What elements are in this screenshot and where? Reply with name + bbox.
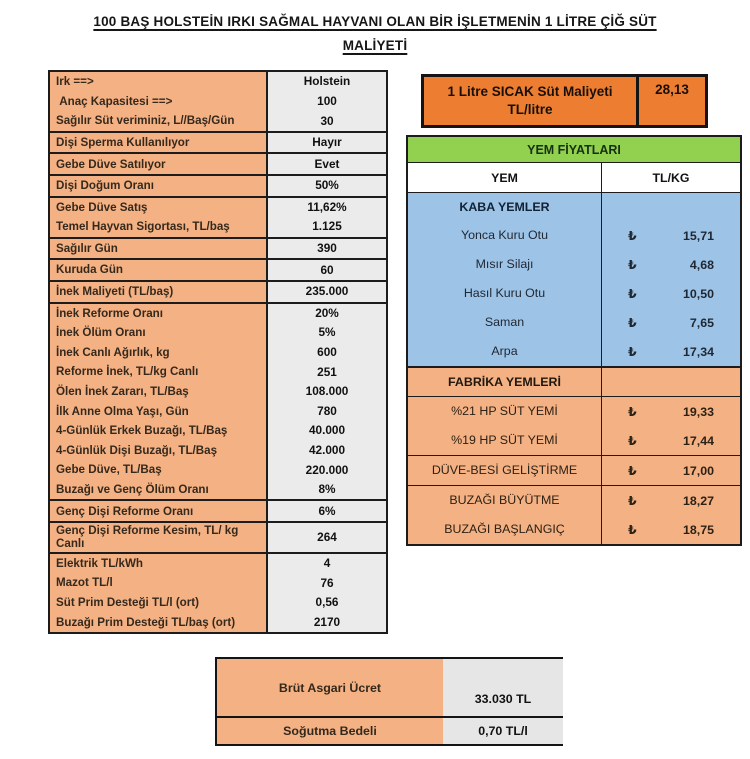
feed-item-price — [628, 463, 714, 478]
parameter-value: Hayır — [266, 133, 386, 153]
feed-section-header-spacer — [601, 193, 740, 221]
feed-item-price-number: 17,44 — [682, 433, 714, 448]
parameter-value: 1.125 — [266, 217, 386, 237]
feed-item-price-number: 15,71 — [682, 228, 714, 243]
parameter-label: Buzağı ve Genç Ölüm Oranı — [50, 480, 266, 500]
parameter-value: 20% — [266, 304, 386, 324]
parameter-row — [50, 260, 386, 280]
parameter-value: 2170 — [266, 613, 386, 633]
parameter-row — [50, 613, 386, 633]
feed-section-header — [408, 368, 740, 397]
gross-minimum-wage-value: 33.030 TL — [443, 659, 563, 716]
parameter-row — [50, 176, 386, 196]
feed-item-row — [408, 279, 740, 308]
parameter-group — [50, 521, 386, 552]
feed-item-row — [408, 515, 740, 544]
feed-item-row — [408, 221, 740, 250]
milk-cost-box — [421, 74, 708, 128]
feed-item-price-cell — [601, 515, 740, 544]
feed-section — [408, 366, 740, 544]
parameter-row — [50, 343, 386, 363]
parameter-group — [50, 131, 386, 153]
feed-item-price-cell — [601, 426, 740, 455]
parameter-label: İnek Maliyeti (TL/baş) — [50, 282, 266, 302]
parameter-row — [50, 480, 386, 500]
parameter-row — [50, 441, 386, 461]
parameter-label: Sağılır Gün — [50, 239, 266, 259]
parameter-value: 60 — [266, 260, 386, 280]
feed-item-name: BUZAĞI BAŞLANGIÇ — [444, 522, 565, 537]
feed-section-header-spacer — [601, 368, 740, 396]
feed-item-price-number: 18,27 — [682, 493, 714, 508]
cooling-cost-label: Soğutma Bedeli — [217, 718, 443, 744]
feed-item-price — [628, 257, 714, 272]
parameter-value: 0,56 — [266, 593, 386, 613]
feed-item-price-number: 19,33 — [682, 404, 714, 419]
parameter-value: 100 — [266, 92, 386, 112]
feed-item-row — [408, 397, 740, 426]
feed-item-name: Saman — [484, 315, 525, 330]
feed-item-name: Hasıl Kuru Otu — [463, 286, 546, 301]
parameter-value: 6% — [266, 501, 386, 521]
parameter-group — [50, 552, 386, 632]
parameter-group — [50, 72, 386, 131]
lira-symbol: ₺ — [628, 434, 637, 448]
feed-item-name: %19 HP SÜT YEMİ — [451, 433, 558, 448]
parameter-value: 390 — [266, 239, 386, 259]
feed-item-price — [628, 344, 714, 359]
parameter-label: İnek Reforme Oranı — [50, 304, 266, 324]
lira-symbol: ₺ — [628, 287, 637, 301]
parameter-label: 4-Günlük Dişi Buzağı, TL/Baş — [50, 441, 266, 461]
parameter-row — [50, 239, 386, 259]
feed-item-price-number: 18,75 — [682, 522, 714, 537]
feed-item-price-cell — [601, 250, 740, 279]
feed-item-name: Yonca Kuru Otu — [460, 228, 549, 243]
feed-column-header-tlkg: TL/KG — [601, 163, 740, 192]
feed-item-price — [628, 433, 714, 448]
feed-item-name: %21 HP SÜT YEMİ — [451, 404, 558, 419]
parameter-value: 8% — [266, 480, 386, 500]
parameter-group — [50, 499, 386, 521]
parameter-value: 30 — [266, 111, 386, 131]
parameter-value: 108.000 — [266, 382, 386, 402]
feed-item-price-cell — [601, 337, 740, 366]
parameter-row — [50, 304, 386, 324]
footer-table — [215, 657, 563, 746]
parameter-label: Reforme İnek, TL/kg Canlı — [50, 362, 266, 382]
parameter-value: 40.000 — [266, 421, 386, 441]
parameter-row — [50, 111, 386, 131]
parameter-value: 42.000 — [266, 441, 386, 461]
feed-item-price — [628, 315, 714, 330]
feed-item-price-cell — [601, 456, 740, 485]
gross-minimum-wage-label: Brüt Asgari Ücret — [217, 659, 443, 716]
parameter-label: 4-Günlük Erkek Buzağı, TL/Baş — [50, 421, 266, 441]
parameter-label: Mazot TL/l — [50, 573, 266, 593]
parameter-label: Gebe Düve Satış — [50, 198, 266, 218]
parameter-group — [50, 196, 386, 237]
parameter-value: 11,62% — [266, 198, 386, 218]
lira-symbol: ₺ — [628, 345, 637, 359]
feed-prices-table — [406, 135, 742, 546]
parameter-row — [50, 282, 386, 302]
parameter-value: Holstein — [266, 72, 386, 92]
parameter-row — [50, 523, 386, 552]
feed-column-header-yem: YEM — [491, 170, 518, 185]
feed-item-price — [628, 493, 714, 508]
parameter-label: Anaç Kapasitesi ==> — [50, 92, 266, 112]
table-row — [217, 659, 563, 716]
parameter-row — [50, 72, 386, 92]
parameter-value: 220.000 — [266, 460, 386, 480]
feed-item-name: Mısır Silajı — [475, 257, 534, 272]
parameter-row — [50, 198, 386, 218]
parameter-row — [50, 501, 386, 521]
feed-section — [408, 192, 740, 366]
feed-prices-header: YEM FİYATLARI — [408, 137, 740, 163]
parameter-group — [50, 237, 386, 259]
parameter-label: Kuruda Gün — [50, 260, 266, 280]
feed-item-price — [628, 522, 714, 537]
parameter-group — [50, 280, 386, 302]
parameter-label: Sağılır Süt veriminiz, L//Baş/Gün — [50, 111, 266, 131]
parameter-value: 264 — [266, 523, 386, 552]
feed-item-row — [408, 250, 740, 279]
milk-cost-label: 1 Litre SICAK Süt Maliyeti TL/litre — [447, 84, 613, 117]
parameter-row — [50, 382, 386, 402]
feed-item-price — [628, 286, 714, 301]
parameter-group — [50, 152, 386, 174]
feed-item-price-number: 4,68 — [689, 257, 714, 272]
parameter-row — [50, 554, 386, 574]
parameter-value: Evet — [266, 154, 386, 174]
feed-item-price — [628, 404, 714, 419]
feed-item-name: Arpa — [491, 344, 518, 359]
feed-item-row — [408, 308, 740, 337]
parameter-label: Gebe Düve Satılıyor — [50, 154, 266, 174]
parameter-value: 780 — [266, 402, 386, 422]
parameter-value: 235.000 — [266, 282, 386, 302]
feed-item-name: BUZAĞI BÜYÜTME — [449, 493, 560, 508]
cooling-cost-value: 0,70 TL/l — [443, 718, 563, 744]
parameter-label: İnek Ölüm Oranı — [50, 323, 266, 343]
lira-symbol: ₺ — [628, 316, 637, 330]
parameter-label: Elektrik TL/kWh — [50, 554, 266, 574]
parameter-label: Dişi Doğum Oranı — [50, 176, 266, 196]
feed-item-price-cell — [601, 308, 740, 337]
parameter-label: İnek Canlı Ağırlık, kg — [50, 343, 266, 363]
parameter-label: Ölen İnek Zararı, TL/Baş — [50, 382, 266, 402]
parameter-row — [50, 460, 386, 480]
parameter-row — [50, 133, 386, 153]
parameter-group — [50, 174, 386, 196]
lira-symbol: ₺ — [628, 494, 637, 508]
feed-item-name: DÜVE-BESİ GELİŞTİRME — [431, 463, 578, 478]
feed-item-row — [408, 455, 740, 485]
lira-symbol: ₺ — [628, 405, 637, 419]
parameter-label: Süt Prim Desteği TL/l (ort) — [50, 593, 266, 613]
feed-item-price-number: 17,34 — [682, 344, 714, 359]
parameter-label: Dişi Sperma Kullanılıyor — [50, 133, 266, 153]
parameter-value: 4 — [266, 554, 386, 574]
parameter-row — [50, 154, 386, 174]
parameter-row — [50, 402, 386, 422]
parameter-label: Irk ==> — [50, 72, 266, 92]
feed-item-price-number: 7,65 — [689, 315, 714, 330]
feed-item-row — [408, 426, 740, 455]
feed-sections — [408, 192, 740, 544]
page-title-line1: 100 BAŞ HOLSTEİN IRKI SAĞMAL HAYVANI OLAN BİR İŞLETMENİN 1 LİTRE ÇİĞ SÜT — [93, 14, 657, 29]
feed-column-header-row — [408, 163, 740, 192]
parameter-value: 251 — [266, 362, 386, 382]
parameter-value: 50% — [266, 176, 386, 196]
table-row — [217, 716, 563, 744]
feed-section-title: FABRİKA YEMLERİ — [448, 375, 561, 389]
feed-item-price-number: 10,50 — [682, 286, 714, 301]
parameter-group — [50, 258, 386, 280]
feed-item-price-cell — [601, 279, 740, 308]
feed-item-price-cell — [601, 221, 740, 250]
parameter-label: Gebe Düve, TL/Baş — [50, 460, 266, 480]
feed-item-price-cell — [601, 397, 740, 426]
parameter-row — [50, 323, 386, 343]
milk-cost-value: 28,13 — [636, 77, 705, 125]
feed-item-price-number: 17,00 — [682, 463, 714, 478]
parameter-label: Buzağı Prim Desteği TL/baş (ort) — [50, 613, 266, 633]
lira-symbol: ₺ — [628, 464, 637, 478]
parameter-label: İlk Anne Olma Yaşı, Gün — [50, 402, 266, 422]
feed-item-row — [408, 337, 740, 366]
parameter-row — [50, 362, 386, 382]
parameter-value: 76 — [266, 573, 386, 593]
feed-section-header — [408, 193, 740, 221]
page-title-line2: MALİYETİ — [342, 37, 408, 53]
feed-section-title: KABA YEMLER — [459, 200, 550, 214]
parameter-row — [50, 217, 386, 237]
feed-item-price-cell — [601, 486, 740, 515]
parameter-row — [50, 593, 386, 613]
page-title — [0, 10, 750, 57]
parameter-row — [50, 573, 386, 593]
parameter-group — [50, 302, 386, 500]
lira-symbol: ₺ — [628, 523, 637, 537]
parameter-label: Genç Dişi Reforme Oranı — [50, 501, 266, 521]
parameter-value: 600 — [266, 343, 386, 363]
lira-symbol: ₺ — [628, 258, 637, 272]
parameter-row — [50, 92, 386, 112]
lira-symbol: ₺ — [628, 229, 637, 243]
feed-item-row — [408, 485, 740, 515]
parameters-table — [48, 70, 388, 634]
feed-item-price — [628, 228, 714, 243]
parameter-label: Genç Dişi Reforme Kesim, TL/ kg Canlı — [50, 523, 266, 552]
parameter-label: Temel Hayvan Sigortası, TL/baş — [50, 217, 266, 237]
parameter-row — [50, 421, 386, 441]
parameter-value: 5% — [266, 323, 386, 343]
